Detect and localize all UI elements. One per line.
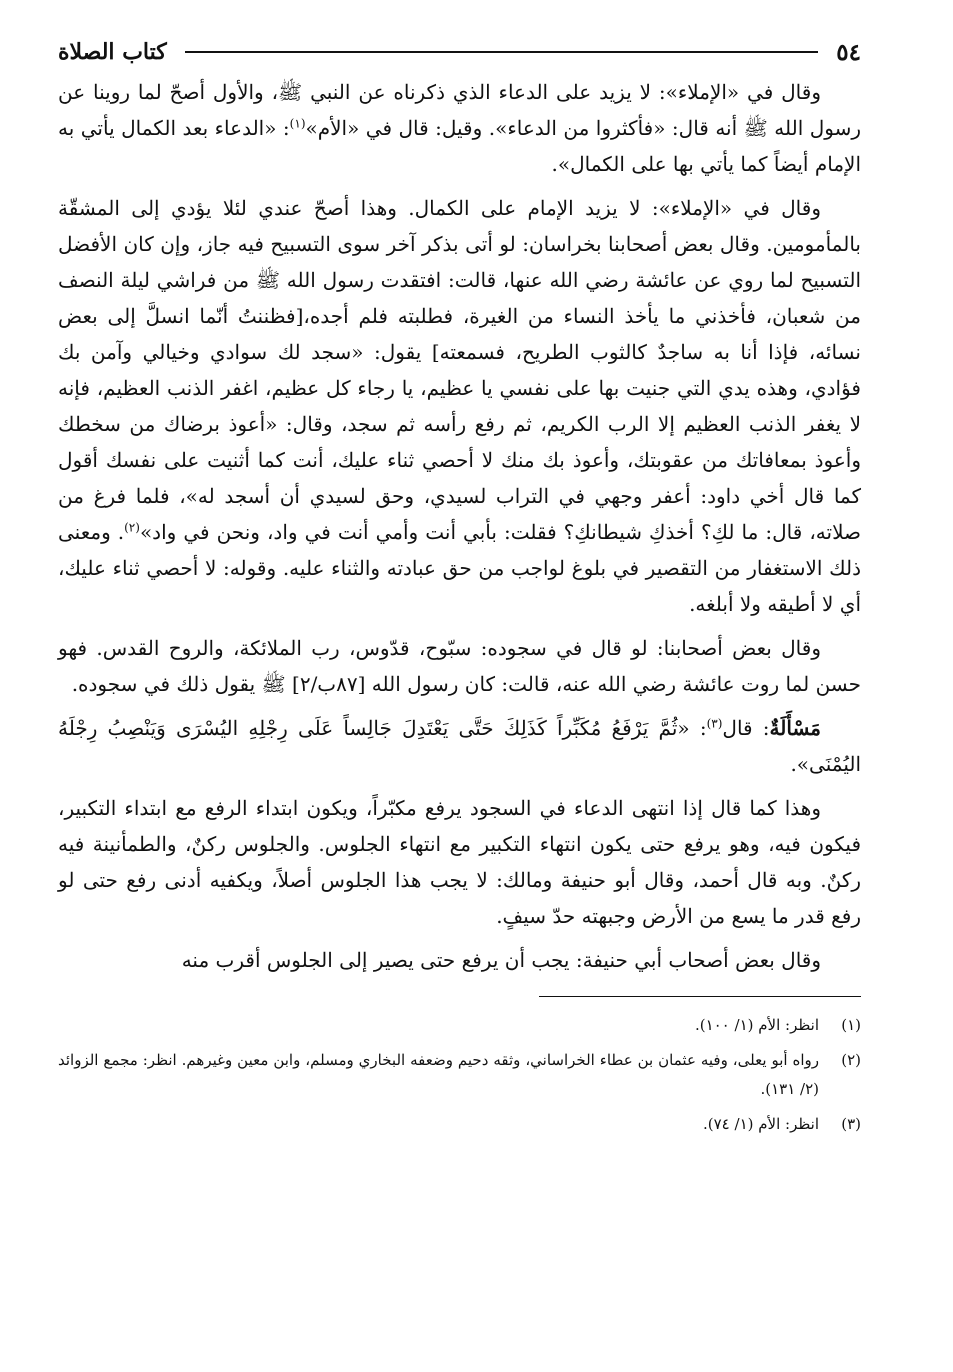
header-rule [185, 51, 819, 53]
running-title: كتاب الصلاة [58, 39, 167, 65]
footnote-ref: (١) [289, 116, 306, 131]
footnotes [58, 1011, 861, 1139]
page-header [58, 30, 861, 74]
masala-label: مَسْأَلَةٌ [769, 716, 821, 740]
footnote-text: انظر: الأم (١/ ٧٤). [702, 1115, 819, 1133]
paragraph: وقال في «الإملاء»: لا يزيد على الدعاء الذي ذكرناه عن النبي ﷺ، والأول أصحّ لما روينا عن رسول الله ﷺ أنه قال: «فأكثروا من الدعاء». وقيل: قال في «الأم»$^{(١)}$: «الدعاء بعد الكمال يأتي به الإمام أيضاً كما يأتي بها على الكمال». [58, 80, 861, 176]
footnote-ref: (٣) [706, 716, 723, 731]
body-text [58, 74, 861, 978]
paragraph: وقال في «الإملاء»: لا يزيد الإمام على الكمال. وهذا أصحّ عندي لئلا يؤدي إلى المشقّة بالمأمومين. وقال بعض أصحابنا بخراسان: لو أتى بذكر آخر سوى التسبيح فيه جاز، وإن كان الأفضل التسبيح لما روي عن عائشة رضي الله عنها، قالت: افتقدت رسول الله ﷺ من فراشي ليلة النصف من شعبان، فأخذني ما يأخذ النساء من الغيرة، فطلبته فلم أجده،[فظننتُ أنّما انسلَّ إلى بعض نسائه، فإذا أنا به ساجدٌ كالثوب الطريح، فسمعته] يقول: «سجد لك سوادي وخيالي وآمن بك فؤادي، وهذه يدي التي جنيت بها على نفسي يا عظيم، يا رجاء كل عظيم، اغفر الذنب العظيم، فإنه لا يغفر الذنب العظيم إلا الرب الكريم، ثم رفع رأسه ثم سجد، وقال: «أعوذ برضاك من سخطك وأعوذ بمعافاتك من عقوبتك، وأعوذ بك منك لا أحصي ثناء عليك، أنت كما أثنيت على نفسك أقول كما قال أخي داود: أعفر وجهي في التراب لسيدي، وحق لسيدي أن أسجد له»، فلما فرغ من صلاته، قال: ما لكِ؟ أخذكِ شيطانكِ؟ فقلت: بأبي أنت وأمي أنت في واد، ونحن في واد»$^{(٢)}$. ومعنى ذلك الاستغفار من التقصير في بلوغ لواجب من حق عبادته والثناء عليه. وقوله: لا أحصي ثناء عليك، أي لا أطيقه ولا أبلغه. [58, 196, 861, 616]
footnote-text: رواه أبو يعلى، وفيه عثمان بن عطاء الخراساني، وثقه دحيم وضعفه البخاري ومسلم، وابن معين وغيرهم. انظر: مجمع الزوائد (٢/ ١٣١). [58, 1051, 819, 1098]
paragraph: وهذا كما قال إذا انتهى الدعاء في السجود يرفع مكبّراً، ويكون ابتداء الرفع مع ابتداء التكبير، فيكون فيه، وهو يرفع حتى يكون انتهاء التكبير مع انتهاء الجلوس. والجلوس ركنٌ، والطمأنينة فيه ركنٌ. وبه قال أحمد، وقال أبو حنيفة ومالك: لا يجب هذا الجلوس أصلاً، ويكفيه أدنى رفع حتى لو رفع قدر ما يسع من الأرض وجبهته حدّ سيفٍ. [58, 796, 862, 928]
masala-paragraph: مَسْأَلَةٌ: قال$^{(٣)}$: «ثُمَّ يَرْفَعُ مُكَبِّراً كَذَلِكَ حَتَّى يَعْتَدِلَ جَالِساً عَلَى رِجْلِهِ اليُسْرَى وَيَنْصِبُ رِجْلَهُ اليُمْنَى». [58, 716, 861, 776]
footnote [58, 1011, 861, 1040]
footnote-rule [539, 996, 861, 997]
page-number: ٥٤ [836, 38, 861, 66]
footnote-number: (٣) [841, 1115, 861, 1133]
paragraph: وقال بعض أصحاب أبي حنيفة: يجب أن يرفع حتى يصير إلى الجلوس أقرب منه [181, 948, 821, 972]
footnote-ref: (٢) [124, 520, 140, 535]
footnote-text: انظر: الأم (١/ ١٠٠). [694, 1016, 819, 1034]
paragraph: وقال بعض أصحابنا: لو قال في سجوده: سبّوح، قدّوس، رب الملائكة، والروح القدس. فهو حسن لما روت عائشة رضي الله عنه، قالت: كان رسول الله [٨٧ب/٢] ﷺ يقول ذلك في سجوده. [58, 636, 861, 696]
footnote-number: (١) [841, 1016, 861, 1034]
footnote-number: (٢) [841, 1051, 861, 1069]
footnote [58, 1110, 861, 1139]
footnote [58, 1046, 861, 1104]
